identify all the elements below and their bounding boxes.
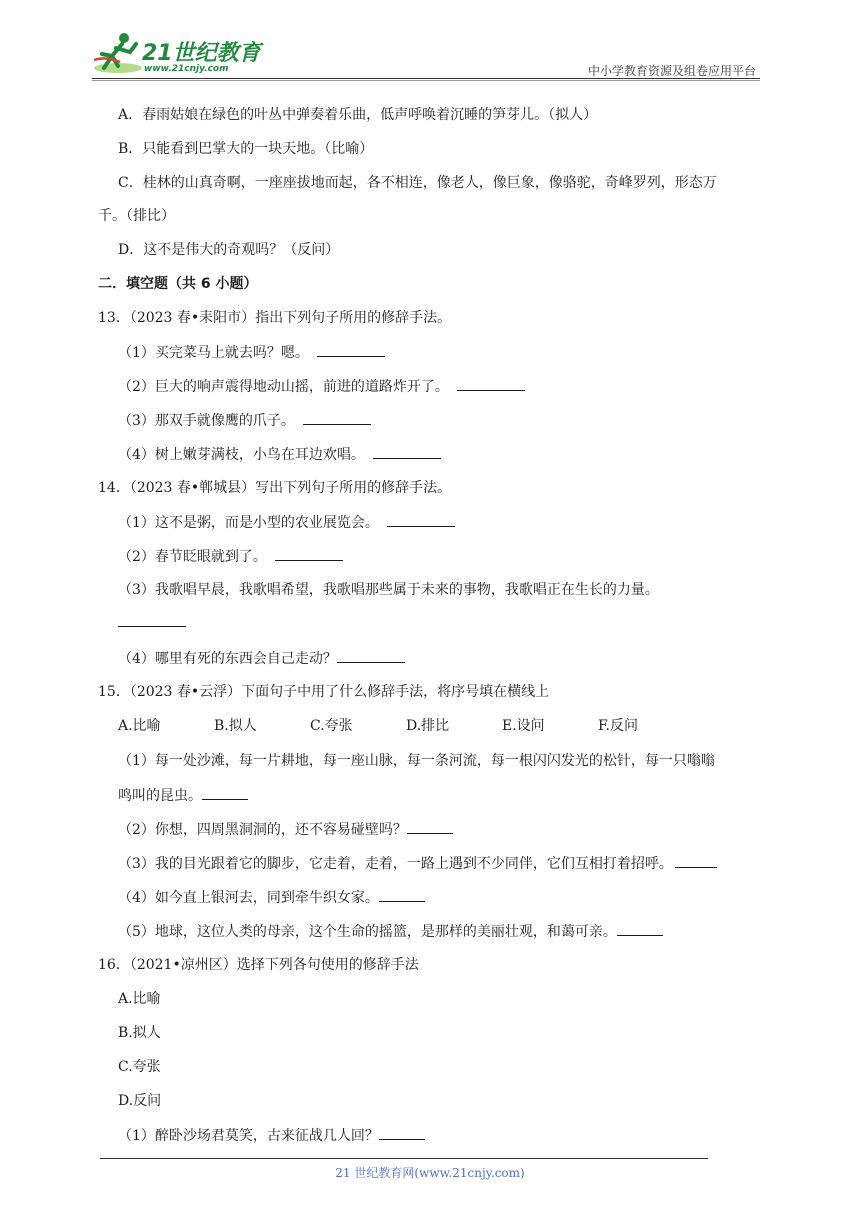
answer-blank[interactable] bbox=[407, 819, 453, 834]
answer-blank[interactable] bbox=[337, 648, 405, 663]
answer-blank[interactable] bbox=[457, 376, 525, 391]
answer-blank[interactable] bbox=[317, 342, 385, 357]
q14-item1-text: （1）这不是粥，而是小型的农业展览会。 bbox=[118, 515, 379, 531]
answer-blank[interactable] bbox=[675, 853, 717, 868]
logo-text: 21世纪教育 bbox=[142, 41, 261, 66]
footer-divider bbox=[100, 1158, 708, 1159]
q16-option-b: B.拟人 bbox=[118, 1025, 161, 1041]
option-c-line1: C．桂林的山真奇啊，一座座拔地而起，各不相连，像老人，像巨象，像骆驼，奇峰罗列，形态万 bbox=[118, 175, 717, 191]
question-13: 13．（2023 春•耒阳市）指出下列句子所用的修辞手法。 bbox=[98, 310, 452, 326]
runner-logo-icon bbox=[92, 30, 142, 76]
answer-blank[interactable] bbox=[373, 444, 441, 459]
q14-item3-blank-line bbox=[110, 612, 186, 633]
question-16: 16．（2021•凉州区）选择下列各句使用的修辞手法 bbox=[98, 957, 419, 973]
header-divider bbox=[92, 78, 760, 79]
q16-option-d: D.反问 bbox=[118, 1093, 162, 1109]
q13-item2-text: （2）巨大的响声震得地动山摇，前进的道路炸开了。 bbox=[118, 379, 449, 395]
q14-item2 bbox=[118, 546, 343, 567]
q15-item5 bbox=[118, 921, 663, 942]
section-title: 二．填空题（共 6 小题） bbox=[98, 276, 258, 292]
answer-blank[interactable] bbox=[379, 887, 425, 902]
q15-item4 bbox=[118, 887, 425, 908]
option-c-line2: 千。（排比） bbox=[98, 208, 175, 224]
q15-options bbox=[118, 716, 694, 736]
q15-item4-text: （4）如今直上银河去，同到牵牛织女家。 bbox=[118, 890, 379, 906]
platform-label: 中小学教育资源及组卷应用平台 bbox=[587, 64, 756, 78]
option-b: B．只能看到巴掌大的一块天地。（比喻） bbox=[118, 141, 374, 157]
q15-option-d: D.排比 bbox=[406, 718, 450, 734]
q13-item3 bbox=[118, 410, 371, 431]
q14-item1 bbox=[118, 512, 455, 533]
page-header bbox=[0, 0, 860, 80]
logo bbox=[92, 30, 262, 78]
q13-item3-text: （3）那双手就像鹰的爪子。 bbox=[118, 413, 295, 429]
q15-item1-line1: （1）每一处沙滩，每一片耕地，每一座山脉，每一条河流，每一根闪闪发光的松针，每一只嗡嗡 bbox=[118, 753, 715, 769]
q15-item2-text: （2）你想，四周黑洞洞的，还不容易碰壁吗？ bbox=[118, 822, 407, 838]
answer-blank[interactable] bbox=[118, 612, 186, 627]
q14-item3: （3）我歌唱早晨，我歌唱希望，我歌唱那些属于未来的事物，我歌唱正在生长的力量。 bbox=[118, 582, 659, 598]
q16-option-c: C.夸张 bbox=[118, 1059, 161, 1075]
q15-item2 bbox=[118, 819, 453, 840]
q15-option-c: C.夸张 bbox=[310, 718, 353, 734]
answer-blank[interactable] bbox=[303, 410, 371, 425]
q15-option-e: E.设问 bbox=[502, 718, 545, 734]
q15-item3-text: （3）我的目光跟着它的脚步，它走着，走着，一路上遇到不少同伴，它们互相打着招呼。 bbox=[118, 856, 673, 872]
option-a: A．春雨姑娘在绿色的叶丛中弹奏着乐曲，低声呼唤着沉睡的笋芽儿。（拟人） bbox=[118, 107, 598, 123]
answer-blank[interactable] bbox=[202, 785, 248, 800]
q15-item1-text: 鸣叫的昆虫。 bbox=[118, 788, 202, 804]
option-d: D．这不是伟大的奇观吗？（反问） bbox=[118, 242, 340, 258]
q14-item4 bbox=[118, 648, 405, 669]
q14-item2-text: （2）春节眨眼就到了。 bbox=[118, 549, 267, 565]
q13-item1 bbox=[118, 342, 385, 363]
answer-blank[interactable] bbox=[275, 546, 343, 561]
q16-item1-text: （1）醉卧沙场君莫笑，古来征战几人回？ bbox=[118, 1128, 379, 1144]
q16-option-a: A.比喻 bbox=[118, 991, 161, 1007]
answer-blank[interactable] bbox=[617, 921, 663, 936]
q15-option-b: B.拟人 bbox=[214, 718, 257, 734]
q13-item2 bbox=[118, 376, 525, 397]
q13-item4 bbox=[118, 444, 441, 465]
q13-item4-text: （4）树上嫩芽满枝，小鸟在耳边欢唱。 bbox=[118, 447, 365, 463]
question-14: 14．（2023 春•郸城县）写出下列句子所用的修辞手法。 bbox=[98, 480, 452, 496]
q16-item1 bbox=[118, 1125, 425, 1146]
question-15: 15．（2023 春•云浮）下面句子中用了什么修辞手法，将序号填在横线上 bbox=[98, 684, 550, 700]
header-divider-thin bbox=[92, 80, 760, 81]
answer-blank[interactable] bbox=[387, 512, 455, 527]
q15-option-f: F.反问 bbox=[598, 718, 638, 734]
q15-option-a: A.比喻 bbox=[118, 718, 161, 734]
q15-item3 bbox=[118, 853, 717, 874]
answer-blank[interactable] bbox=[379, 1125, 425, 1140]
footer-link[interactable]: 21 世纪教育网(www.21cnjy.com) bbox=[335, 1166, 525, 1180]
q15-item1-line2 bbox=[118, 785, 248, 806]
logo-url: www.21cnjy.com bbox=[144, 64, 229, 74]
q13-item1-text: （1）买完菜马上就去吗？嗯。 bbox=[118, 345, 309, 361]
q14-item4-text: （4）哪里有死的东西会自己走动？ bbox=[118, 651, 337, 667]
q15-item5-text: （5）地球，这位人类的母亲，这个生命的摇篮，是那样的美丽壮观，和蔼可亲。 bbox=[118, 924, 617, 940]
